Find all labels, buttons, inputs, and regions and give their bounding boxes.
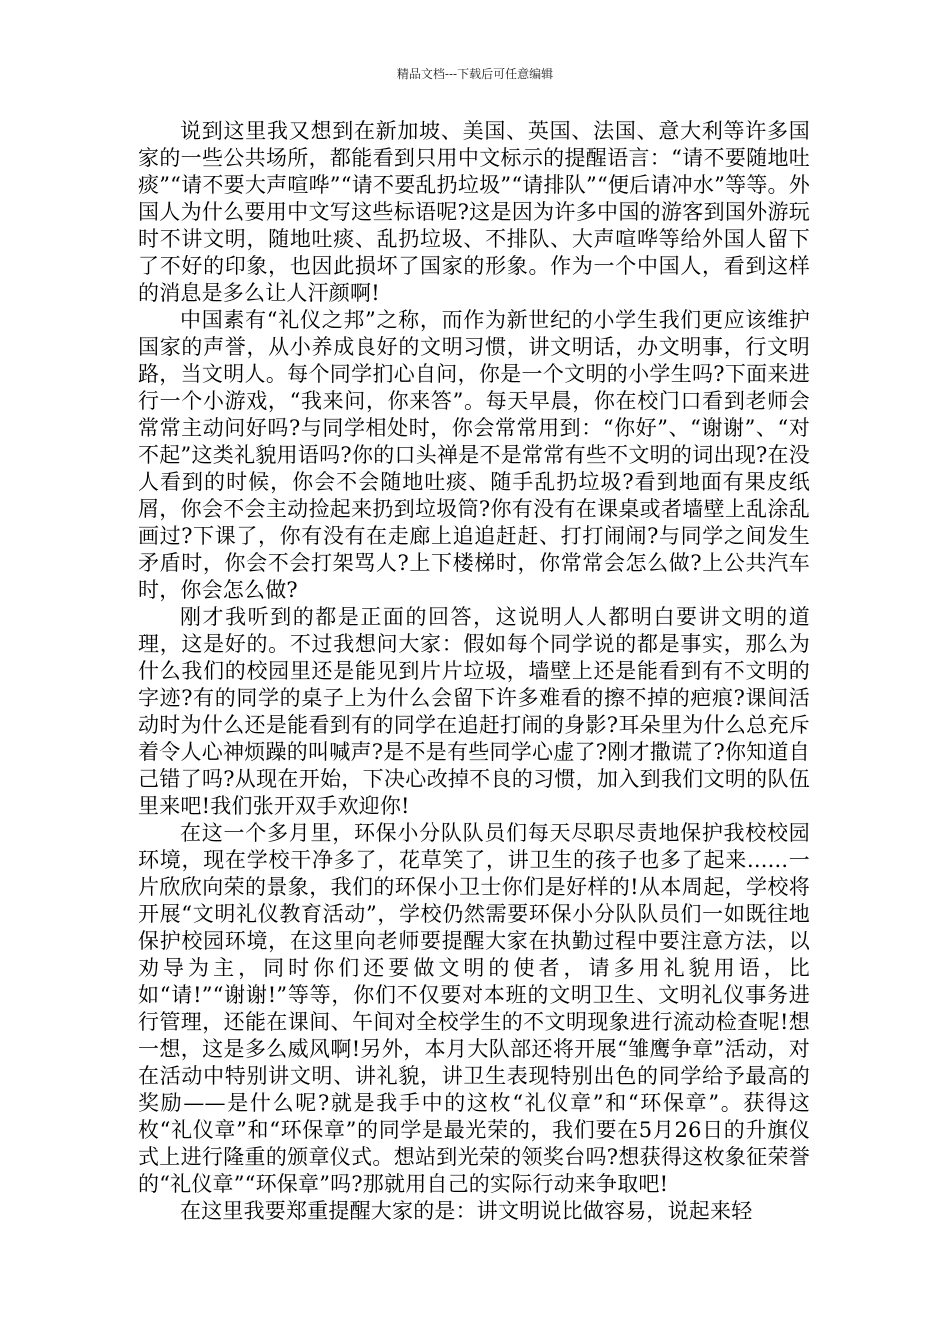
document-body <box>138 118 810 1225</box>
page-header: 精品文档---下载后可任意编辑 <box>396 67 554 81</box>
paragraph: 中国素有“礼仪之邦”之称，而作为新世纪的小学生我们更应该维护国家的声誉，从小养成良好的文明习惯，讲文明话，办文明事，行文明路，当文明人。每个同学扪心自问，你是一个文明的小学生吗?下面来进行一个小游戏，“我来问，你来答”。每天早晨，你在校门口看到老师会常常主动问好吗?与同学相处时，你会常常用到：“你好”、“谢谢”、“对不起”这类礼貌用语吗?你的口头禅是不是常常有些不文明的词出现?在没人看到的时候，你会不会随地吐痰、随手乱扔垃圾?看到地面有果皮纸屑，你会不会主动捡起来扔到垃圾筒?你有没有在课桌或者墙壁上乱涂乱画过?下课了，你有没有在走廊上追追赶赶、打打闹闹?与同学之间发生矛盾时，你会不会打架骂人?上下楼梯时，你常常会怎么做?上公共汽车时，你会怎么做? <box>138 308 810 602</box>
paragraph: 在这里我要郑重提醒大家的是：讲文明说比做容易，说起来轻 <box>180 1199 753 1223</box>
paragraph: 刚才我听到的都是正面的回答，这说明人人都明白要讲文明的道理，这是好的。不过我想问大家：假如每个同学说的都是事实，那么为什么我们的校园里还是能见到片片垃圾，墙壁上还是能看到有不文明的字迹?有的同学的桌子上为什么会留下许多难看的擦不掉的疤痕?课间活动时为什么还是能看到有的同学在追赶打闹的身影?耳朵里为什么总充斥着令人心神烦躁的叫喊声?是不是有些同学心虚了?刚才撒谎了?你知道自己错了吗?从现在开始，下决心改掉不良的习惯，加入到我们文明的队伍里来吧!我们张开双手欢迎你! <box>138 605 810 818</box>
paragraph: 在这一个多月里，环保小分队队员们每天尽职尽责地保护我校校园环境，现在学校干净多了，花草笑了，讲卫生的孩子也多了起来......一片欣欣向荣的景象，我们的环保小卫士你们是好样的!从本周起，学校将开展“文明礼仪教育活动”，学校仍然需要环保小分队队员们一如既往地保护校园环境，在这里向老师要提醒大家在执勤过程中要注意方法，以劝导为主，同时你们还要做文明的使者，请多用礼貌用语，比如“请!”“谢谢!”等等，你们不仅要对本班的文明卫生、文明礼仪事务进行管理，还能在课间、午间对全校学生的不文明现象进行流动检查呢!想一想，这是多么威风啊!另外，本月大队部还将开展“雏鹰争章”活动，对在活动中特别讲文明、讲礼貌，讲卫生表现特别出色的同学给予最高的奖励——是什么呢?就是我手中的这枚“礼仪章”和“环保章”。获得这枚“礼仪章”和“环保章”的同学是最光荣的，我们要在5月26日的升旗仪式上进行隆重的颁章仪式。想站到光荣的领奖台吗?想获得这枚象征荣誉的“礼仪章”“环保章”吗?那就用自己的实际行动来争取吧! <box>138 821 810 1196</box>
paragraph: 说到这里我又想到在新加坡、美国、英国、法国、意大利等许多国家的一些公共场所，都能看到只用中文标示的提醒语言：“请不要随地吐痰”“请不要大声喧哗”“请不要乱扔垃圾”“请排队”“便后请冲水”等等。外国人为什么要用中文写这些标语呢?这是因为许多中国的游客到国外游玩时不讲文明，随地吐痰、乱扔垃圾、不排队、大声喧哗等给外国人留下了不好的印象，也因此损坏了国家的形象。作为一个中国人，看到这样的消息是多么让人汗颜啊! <box>138 119 810 305</box>
